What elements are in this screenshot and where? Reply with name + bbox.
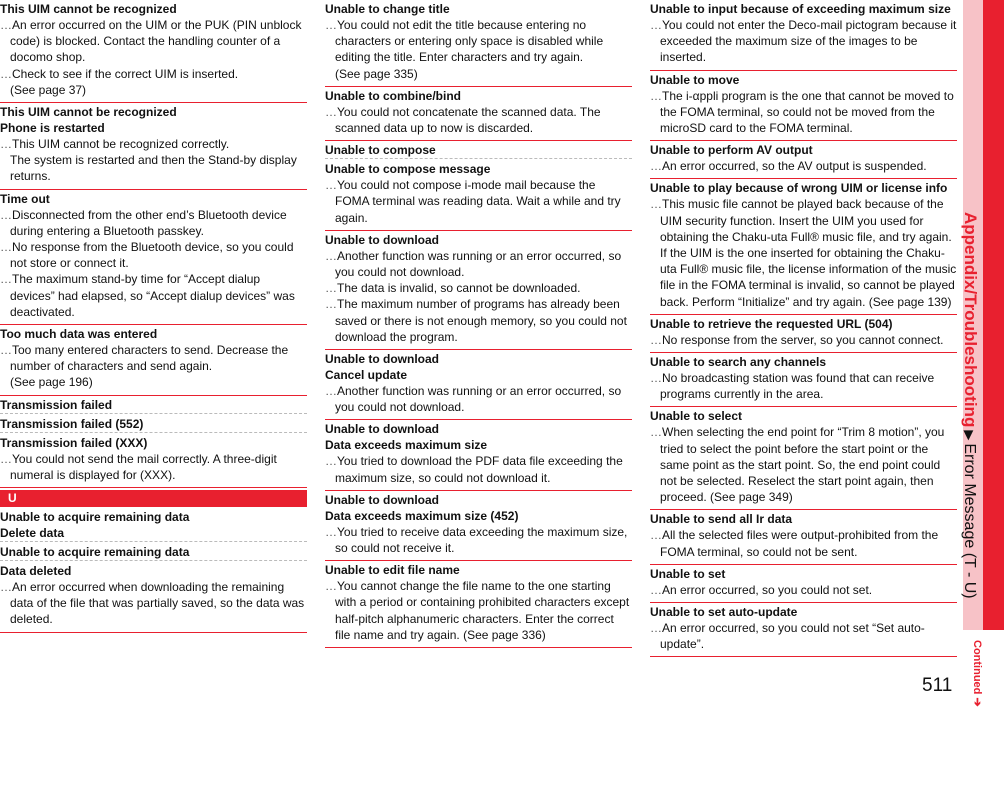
error-description bbox=[650, 424, 957, 505]
description-text: (See page 37) bbox=[10, 82, 87, 97]
error-description bbox=[0, 17, 307, 66]
ellipsis-marker: … bbox=[325, 18, 337, 32]
ellipsis-marker: … bbox=[0, 240, 12, 255]
error-entry bbox=[0, 103, 307, 190]
error-description bbox=[0, 239, 307, 271]
error-description bbox=[325, 383, 632, 415]
column-middle bbox=[325, 0, 632, 648]
description-text: An error occurred on the UIM or the PUK (PIN unblock code) is blocked. Contact the handling counter of a docomo shop. bbox=[10, 18, 302, 65]
ellipsis-marker: … bbox=[650, 425, 662, 440]
error-description bbox=[650, 88, 957, 137]
error-description bbox=[650, 527, 957, 559]
description-text: An error occurred, so you could not set “Set auto-update”. bbox=[660, 621, 925, 652]
ellipsis-marker: … bbox=[325, 297, 337, 312]
error-title: Phone is restarted bbox=[0, 121, 105, 136]
error-entry bbox=[0, 190, 307, 325]
error-title: Unable to compose message bbox=[325, 162, 491, 177]
error-title: This UIM cannot be recognized bbox=[0, 2, 177, 16]
description-text: You could not concatenate the scanned data. The scanned data up to now is discarded. bbox=[335, 104, 601, 136]
error-title: Unable to download bbox=[325, 352, 439, 367]
error-title: Cancel update bbox=[325, 368, 408, 383]
ellipsis-marker: … bbox=[325, 281, 337, 296]
error-entry bbox=[650, 179, 957, 314]
error-entry bbox=[0, 396, 307, 488]
description-text: You tried to receive data exceeding the maximum size, so could not receive it. bbox=[335, 524, 628, 556]
error-description bbox=[325, 248, 632, 280]
error-entry bbox=[325, 141, 632, 231]
error-description bbox=[650, 370, 957, 402]
ellipsis-marker: … bbox=[325, 454, 337, 469]
error-entry bbox=[325, 0, 632, 87]
error-description bbox=[325, 453, 632, 485]
continued-arrow-icon: ➔ bbox=[971, 694, 983, 707]
description-text: You could not send the mail correctly. A three-digit numeral is displayed for (XXX). bbox=[10, 451, 277, 482]
section-header: U bbox=[0, 490, 307, 507]
error-entry bbox=[650, 510, 957, 564]
error-description bbox=[325, 578, 632, 643]
description-text: No response from the Bluetooth device, so you could not store or connect it. bbox=[10, 240, 294, 271]
error-entry bbox=[325, 420, 632, 490]
error-entry bbox=[650, 0, 957, 71]
error-entry bbox=[650, 407, 957, 510]
error-description bbox=[650, 332, 957, 348]
error-title: Delete data bbox=[0, 525, 307, 542]
error-title: Transmission failed bbox=[0, 397, 307, 414]
error-title: Unable to download bbox=[325, 422, 439, 437]
description-text: This music file cannot be played back because of the UIM security function. Insert the UIM you used for obtaining the Chaku-uta Full® music file, and try again. If the UIM is the one inserted for obtaining the Chaku-uta Full® music file, the license information of the music file in the FOMA terminal is invalid, so cannot be played back. Perform “Initialize” and try again. (See page 139) bbox=[660, 197, 957, 309]
error-description bbox=[0, 136, 307, 152]
error-title: Unable to input because of exceeding maximum size bbox=[650, 2, 951, 16]
ellipsis-marker: … bbox=[325, 248, 337, 263]
error-title: Unable to send all Ir data bbox=[650, 512, 793, 527]
error-title: Unable to set bbox=[650, 566, 726, 581]
error-description bbox=[0, 66, 307, 82]
error-title: Unable to move bbox=[650, 72, 740, 87]
error-title: Unable to select bbox=[650, 409, 743, 424]
description-text: (See page 335) bbox=[335, 66, 418, 81]
error-description bbox=[650, 158, 957, 174]
error-title: Unable to acquire remaining data bbox=[0, 544, 307, 561]
error-title: Transmission failed (552) bbox=[0, 416, 307, 433]
error-description bbox=[325, 296, 632, 345]
error-entry bbox=[650, 353, 957, 407]
error-title: Unable to acquire remaining data bbox=[0, 510, 190, 525]
ellipsis-marker: … bbox=[325, 524, 337, 539]
page-number: 511 bbox=[922, 675, 953, 696]
ellipsis-marker: … bbox=[650, 621, 662, 636]
description-text: You cannot change the file name to the one starting with a period or containing prohibited characters except half-pitch alphanumeric characters. Enter the correct file name and try again. (See page 336) bbox=[335, 579, 630, 642]
error-description bbox=[325, 17, 632, 66]
continued-text: Continued bbox=[971, 640, 983, 695]
error-entry bbox=[650, 565, 957, 603]
description-text: The system is restarted and then the Stand-by display returns. bbox=[10, 153, 297, 184]
error-description bbox=[650, 620, 957, 652]
description-text: An error occurred, so the AV output is suspended. bbox=[662, 159, 927, 174]
error-description bbox=[650, 196, 957, 309]
description-text: When selecting the end point for “Trim 8 motion”, you tried to select the point before the start point or the same point as the start point. So, the end point could not be selected. Reselect the start point again, then proceed. (See page 349) bbox=[660, 425, 945, 505]
error-description bbox=[0, 342, 307, 374]
description-text: No response from the server, so you cannot connect. bbox=[662, 332, 944, 347]
ellipsis-marker: … bbox=[325, 579, 337, 594]
column-left bbox=[0, 0, 307, 633]
ellipsis-marker: … bbox=[0, 343, 12, 358]
ellipsis-marker: … bbox=[650, 197, 662, 212]
side-title: Appendix/Troubleshooting bbox=[961, 212, 980, 428]
error-entry bbox=[0, 0, 307, 103]
continued-label bbox=[969, 640, 985, 707]
error-title: Data exceeds maximum size bbox=[325, 438, 488, 453]
ellipsis-marker: … bbox=[0, 66, 12, 81]
error-title: Unable to download bbox=[325, 232, 439, 247]
description-text: This UIM cannot be recognized correctly. bbox=[12, 137, 230, 152]
ellipsis-marker: … bbox=[650, 88, 662, 103]
ellipsis-marker: … bbox=[325, 178, 337, 193]
error-description bbox=[325, 524, 632, 556]
error-description bbox=[650, 17, 957, 66]
error-title: Unable to download bbox=[325, 492, 439, 507]
ellipsis-marker: … bbox=[650, 159, 662, 174]
error-title: Unable to retrieve the requested URL (504) bbox=[650, 316, 893, 331]
description-text: The maximum number of programs has already been saved or there is not enough memory, so you could not download the program. bbox=[335, 297, 627, 344]
side-tab-accent bbox=[983, 0, 1004, 630]
description-text: Disconnected from the other end’s Bluetooth device during entering a Bluetooth passkey. bbox=[10, 207, 287, 238]
side-subtitle: Error Message (T - U) bbox=[961, 443, 978, 599]
description-text: No broadcasting station was found that can receive programs currently in the area. bbox=[660, 371, 935, 402]
description-text: Too many entered characters to send. Decrease the number of characters and send again. bbox=[10, 343, 289, 374]
error-title: Unable to change title bbox=[325, 2, 450, 16]
error-title: Unable to combine/bind bbox=[325, 88, 462, 103]
error-entry bbox=[325, 561, 632, 648]
error-description bbox=[325, 177, 632, 226]
description-text: The maximum stand-by time for “Accept dialup devices” had elapsed, so “Accept dialup devices” was deactivated. bbox=[10, 272, 295, 319]
ellipsis-marker: … bbox=[0, 272, 12, 287]
error-title: Data exceeds maximum size (452) bbox=[325, 508, 519, 523]
error-title: Transmission failed (XXX) bbox=[0, 435, 148, 450]
ellipsis-marker: … bbox=[650, 528, 662, 543]
error-title: Unable to compose bbox=[325, 142, 632, 159]
error-title: Too much data was entered bbox=[0, 327, 158, 342]
error-entry bbox=[325, 231, 632, 350]
error-title: Unable to perform AV output bbox=[650, 143, 813, 158]
error-description bbox=[325, 280, 632, 296]
error-entry bbox=[0, 508, 307, 633]
error-entry bbox=[650, 71, 957, 142]
error-entry bbox=[650, 315, 957, 353]
ellipsis-marker: … bbox=[0, 18, 12, 32]
description-text: All the selected files were output-prohibited from the FOMA terminal, so could not be sent. bbox=[660, 528, 939, 559]
description-text: You could not enter the Deco-mail pictogram because it exceeded the maximum size of the images to be inserted. bbox=[660, 18, 957, 65]
ellipsis-marker: … bbox=[650, 371, 662, 386]
error-entry bbox=[650, 603, 957, 657]
column-right bbox=[650, 0, 957, 657]
error-title: Time out bbox=[0, 191, 50, 206]
description-text: An error occurred when downloading the remaining data of the file that was partially saved, so the data was deleted. bbox=[10, 580, 305, 627]
ellipsis-marker: … bbox=[0, 137, 12, 152]
error-entry bbox=[325, 491, 632, 561]
error-description bbox=[325, 104, 632, 136]
ellipsis-marker: … bbox=[0, 451, 12, 466]
description-text: The i-αppli program is the one that cannot be moved to the FOMA terminal, so could not be moved from the microSD card to the FOMA terminal. bbox=[660, 88, 954, 136]
description-text: Another function was running or an error occurred, so you could not download. bbox=[335, 248, 622, 280]
side-arrow-icon: ▶ bbox=[962, 430, 977, 441]
error-description bbox=[0, 271, 307, 320]
description-text: An error occurred, so you could not set. bbox=[662, 582, 873, 597]
description-text: You could not compose i-mode mail because the FOMA terminal was reading data. Wait a while and try again. bbox=[335, 178, 621, 225]
error-title: Unable to search any channels bbox=[650, 355, 827, 370]
error-title: Unable to edit file name bbox=[325, 563, 460, 578]
error-title: This UIM cannot be recognized bbox=[0, 105, 177, 120]
error-entry bbox=[650, 141, 957, 179]
error-entry bbox=[325, 87, 632, 141]
ellipsis-marker: … bbox=[325, 384, 337, 399]
error-title: Unable to play because of wrong UIM or license info bbox=[650, 181, 948, 196]
ellipsis-marker: … bbox=[325, 104, 337, 119]
error-entry bbox=[325, 350, 632, 420]
error-description bbox=[0, 451, 307, 483]
ellipsis-marker: … bbox=[0, 207, 12, 222]
description-text: Another function was running or an error occurred, so you could not download. bbox=[335, 384, 622, 415]
error-title: Unable to set auto-update bbox=[650, 605, 798, 620]
description-text: (See page 196) bbox=[10, 375, 93, 390]
error-description bbox=[0, 207, 307, 239]
description-text: The data is invalid, so cannot be downloaded. bbox=[337, 281, 581, 296]
ellipsis-marker: … bbox=[650, 582, 662, 597]
ellipsis-marker: … bbox=[650, 18, 662, 32]
error-description bbox=[650, 582, 957, 598]
error-title: Data deleted bbox=[0, 564, 72, 579]
description-text: You tried to download the PDF data file exceeding the maximum size, so could not download it. bbox=[335, 454, 623, 485]
error-description bbox=[0, 579, 307, 628]
ellipsis-marker: … bbox=[650, 332, 662, 347]
side-heading bbox=[958, 212, 982, 812]
error-entry bbox=[0, 325, 307, 396]
ellipsis-marker: … bbox=[0, 580, 12, 595]
description-text: You could not edit the title because entering no characters or entering only space is disabled while editing the title. Enter characters and try again. bbox=[335, 18, 604, 65]
description-text: Check to see if the correct UIM is inserted. bbox=[12, 66, 239, 81]
